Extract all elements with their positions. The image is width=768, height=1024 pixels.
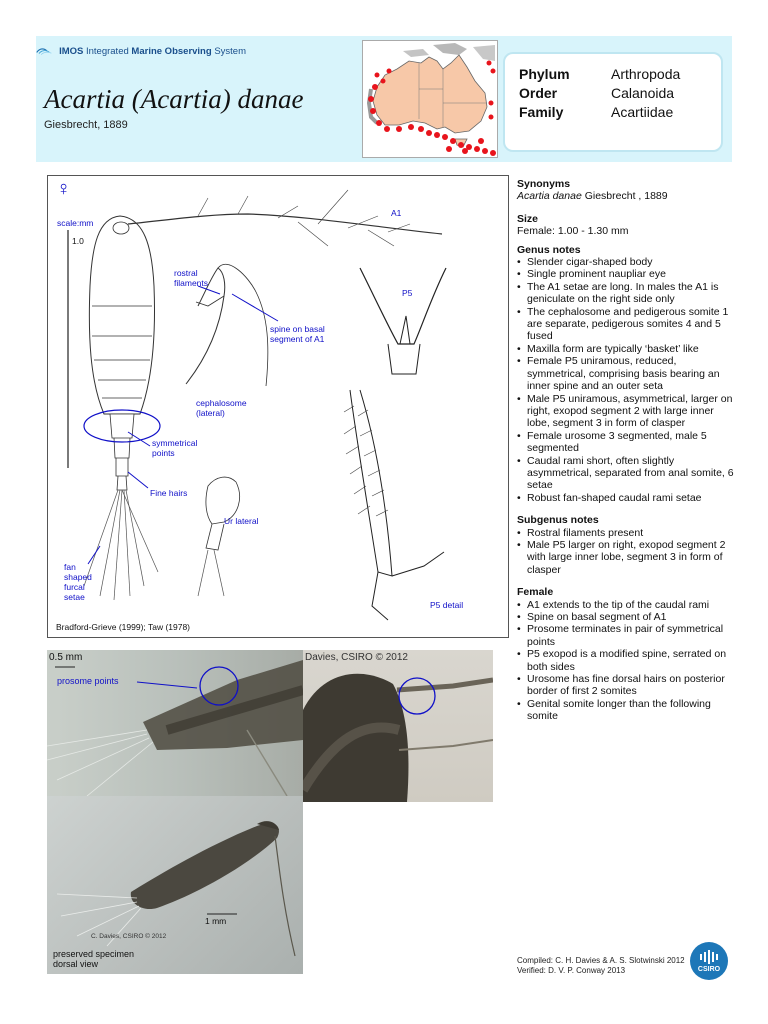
list-item: • Caudal rami short, often slightly asymmetrical, separated from anal somite, 6 setae [517,455,737,492]
compiled-credit: Compiled: C. H. Davies & A. S. Slotwinski 2012 Verified: D. V. P. Conway 2013 [517,956,685,975]
photo-caption: preserved specimen dorsal view [53,949,135,969]
subgenus-notes-heading: Subgenus notes [517,514,599,527]
photo-copyright: Davies, CSIRO © 2012 [305,652,408,663]
list-item: • Robust fan-shaped caudal rami setae [517,492,737,504]
label-cephalosome: cephalosome (lateral) [196,398,247,418]
list-item: • P5 exopod is a modified spine, serrated on both sides [517,648,737,673]
list-item: • Female urosome 3 segmented, male 5 segmented [517,430,737,455]
label-p5: P5 [402,288,413,298]
csiro-mark-icon [699,950,719,964]
figure-credit: Bradford-Grieve (1999); Taw (1978) [56,622,191,632]
photo-closeup [303,650,493,802]
photo-copyright-bottom: C. Davies, CSIRO © 2012 [91,933,167,940]
species-notes [517,178,737,723]
list-item: • Genital somite longer than the following somite [517,698,737,723]
list-item: • Prosome terminates in pair of symmetrical points [517,623,737,648]
list-item: • Single prominent naupliar eye [517,268,737,280]
subgenus-notes-list [517,527,737,577]
list-item: • Urosome has fine dorsal hairs on posterior border of first 2 somites [517,673,737,698]
list-item: • Male P5 uniramous, asymmetrical, larger on right, exopod segment 2 with large inner lobe, segment 3 in form of clasper [517,393,737,430]
size-text: Female: 1.00 - 1.30 mm [517,225,629,238]
synonyms-heading: Synonyms [517,178,571,190]
photo-prosome [47,650,303,796]
female-notes-list [517,599,737,723]
taxonomy-row: Phylum Arthropoda [519,66,681,82]
size-heading: Size [517,212,539,225]
imos-logo[interactable] [36,38,246,64]
label-spine: spine on basal segment of A1 [270,324,325,344]
label-symmetrical: symmetrical points [152,438,198,458]
list-item: • A1 extends to the tip of the caudal rami [517,599,737,611]
csiro-logo[interactable] [690,942,728,980]
label-ur-lateral: Ur lateral [224,516,259,526]
label-prosome-points: prosome points [57,676,119,686]
photo-scale-0-5mm: 0.5 mm [49,652,83,663]
list-item: • Female P5 uniramous, reduced, symmetrical, comprising basis bearing an inner spine and an outer seta [517,355,737,392]
line-drawing-figure [47,175,509,638]
list-item: • Male P5 larger on right, exopod segment 2 with large inner lobe, segment 3 in form of clasper [517,539,737,576]
scale-value: 1.0 [72,236,84,246]
list-item: • The cephalosome and pedigerous somite 1 are separate, pedigerous somites 4 and 5 fused [517,306,737,343]
wave-icon [36,39,55,63]
genus-notes-list [517,256,737,504]
female-heading: Female [517,586,554,599]
photo-dorsal [47,796,303,974]
list-item: • The A1 setae are long. In males the A1 is geniculate on the right side only [517,281,737,306]
taxonomy-box [503,52,723,152]
label-fan-setae: fan shaped furcal setae [64,562,92,602]
female-symbol-icon: ♀ [56,178,71,200]
label-p5-detail: P5 detail [430,600,464,610]
taxonomy-row: Order Calanoida [519,85,675,101]
label-rostral: rostral filaments [174,268,209,288]
list-item: • Slender cigar-shaped body [517,256,737,268]
synonym-text: Acartia danae Giesbrecht , 1889 [517,190,668,203]
taxonomy-row: Family Acartiidae [519,104,674,120]
scale-label: scale:mm [57,218,94,228]
list-item: • Spine on basal segment of A1 [517,611,737,623]
label-a1: A1 [391,208,402,218]
label-fine-hairs: Fine hairs [150,488,188,498]
genus-notes-heading: Genus notes [517,243,581,256]
photo-scale-1mm: 1 mm [205,916,227,926]
copepod-drawings [48,176,508,637]
distribution-map [362,40,498,158]
species-authority: Giesbrecht, 1889 [44,119,128,131]
csiro-text: CSIRO [697,965,721,973]
species-title: Acartia (Acartia) danae [44,84,304,114]
list-item: • Rostral filaments present [517,527,737,539]
list-item: • Maxilla form are typically ‘basket’ like [517,343,737,355]
logo-text: IMOS Integrated Marine Observing System [59,45,246,57]
